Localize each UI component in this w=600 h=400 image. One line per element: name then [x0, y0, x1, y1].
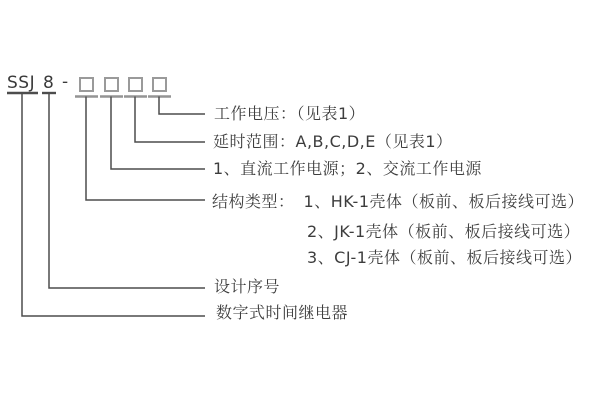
structure-type-caption: 结构类型：: [212, 192, 295, 211]
model-placeholder-box-3: [128, 77, 143, 92]
label-power-type: 1、直流工作电源；2、交流工作电源: [213, 159, 482, 178]
label-working-voltage: 工作电压：（见表1）: [214, 104, 366, 123]
structure-option-1: 1、HK-1壳体（板前、板后接线可选）: [303, 192, 584, 211]
label-structure-type: [212, 192, 584, 212]
structure-option-2: 2、JK-1壳体（板前、板后接线可选）: [307, 222, 581, 241]
model-design-no: 8: [43, 73, 55, 93]
connector-structure-type: [86, 97, 205, 201]
model-separator: -: [62, 72, 69, 92]
model-placeholder-box-2: [104, 77, 119, 92]
model-placeholder-box-1: [79, 77, 94, 92]
label-delay-range: 延时范围：A,B,C,D,E（见表1）: [213, 132, 453, 151]
label-design-serial: 设计序号: [214, 277, 281, 296]
model-series: SSJ: [7, 73, 36, 93]
connector-delay-range: [135, 97, 205, 143]
connector-product-name: [22, 94, 205, 316]
connector-working-voltage: [159, 97, 205, 115]
structure-option-3: 3、CJ-1壳体（板前、板后接线可选）: [307, 248, 582, 267]
connector-power-type: [111, 97, 205, 170]
label-product-name: 数字式时间继电器: [216, 303, 349, 322]
connector-design-serial: [49, 94, 205, 288]
model-placeholder-box-4: [152, 77, 167, 92]
